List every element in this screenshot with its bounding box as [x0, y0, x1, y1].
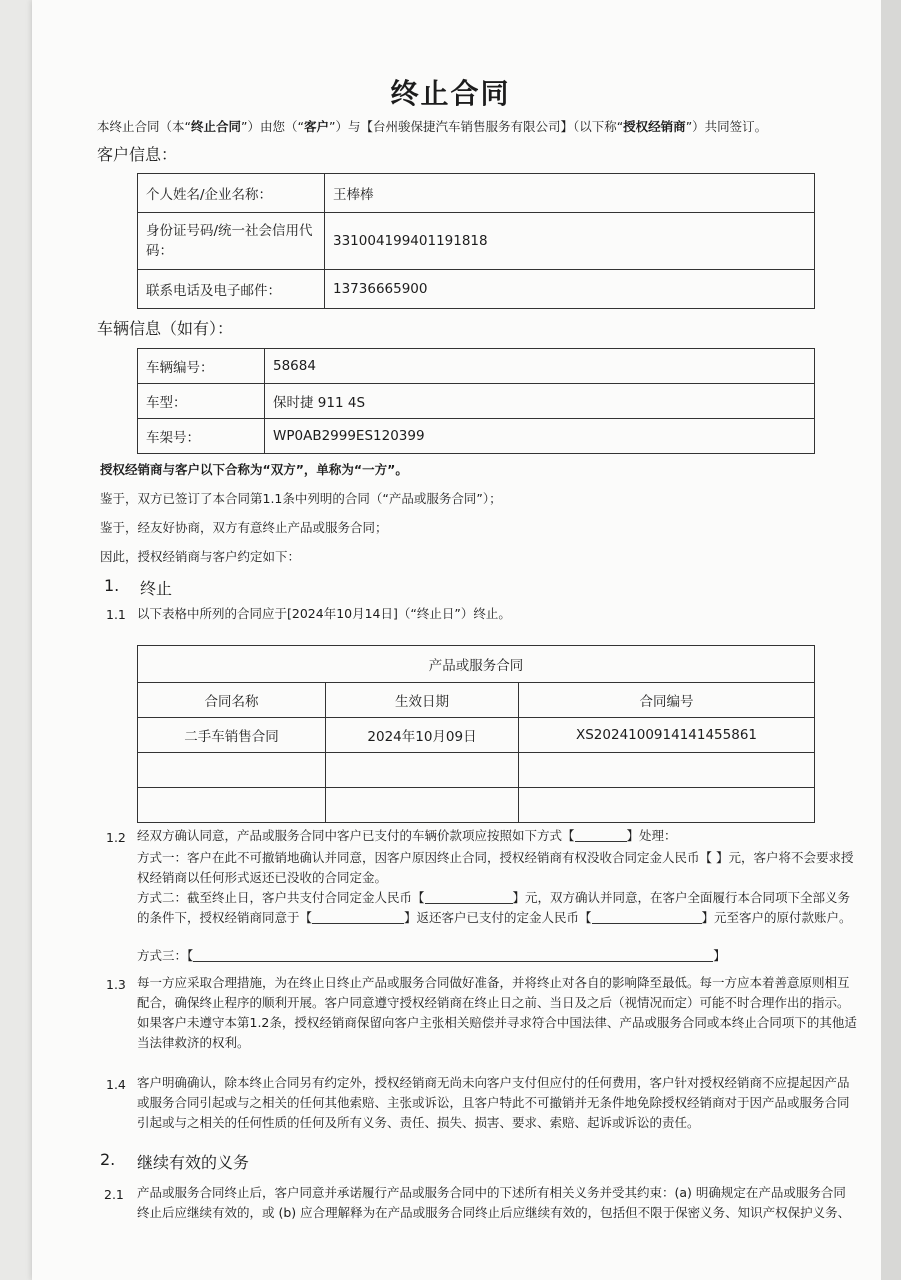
section-1-title: 终止 [140, 579, 173, 598]
intro-text-2: ”）由您（“ [241, 119, 304, 134]
table-row [138, 718, 815, 753]
table-cell [326, 788, 519, 823]
option-2-text-c: 】返还客户已支付的定金人民币【 [404, 910, 592, 925]
recital-1: 授权经销商与客户以下合称为“双方”，单称为“一方”。 [100, 462, 408, 477]
method-blank[interactable] [575, 828, 627, 842]
clause-1-2-lead [137, 826, 677, 846]
table-cell-value: 58684 [265, 349, 815, 384]
clause-1-3-text: 每一方应采取合理措施，为在终止日终止产品或服务合同做好准备，并将终止对各自的影响降至最低。每一方应本着善意原则相互配合，确保终止程序的顺利开展。客户同意遵守授权经销商在终止日之前、当日及之后（视情况而定）可能不时合理作出的指示。如果客户未遵守本第1.2条，授权经销商保留向客户主张相关赔偿并寻求符合中国法律、产品或服务合同或本终止合同项下的其他适当法律救济的权利。 [137, 975, 857, 1050]
option-2-text-d: 】元至客户的原付款账户。 [701, 910, 852, 925]
option-2 [137, 888, 857, 928]
intro-bold-2: 客户 [303, 119, 329, 134]
table-header-cell: 合同编号 [519, 683, 815, 718]
clause-2-1-number: 2.1 [104, 1187, 124, 1202]
clause-1-1-number: 1.1 [106, 607, 126, 622]
option-1: 方式一：客户在此不可撤销地确认并同意，因客户原因终止合同，授权经销商有权没收合同定金人民币【 】元，客户将不会要求授权经销商以任何形式返还已没收的合同定金。 [137, 850, 854, 885]
table-cell-value: WP0AB2999ES120399 [265, 419, 815, 454]
intro-paragraph [97, 117, 877, 135]
clause-1-2-tail-text: 】处理： [626, 828, 677, 843]
clause-1-1-text: 以下表格中所列的合同应于[2024年10月14日]（“终止日”）终止。 [137, 606, 511, 621]
customer-info-heading: 客户信息： [97, 145, 178, 164]
recital-2: 鉴于，双方已签订了本合同第1.1条中列明的合同（“产品或服务合同”）； [100, 491, 502, 506]
table-row [138, 419, 815, 454]
section-2-number: 2. [100, 1150, 116, 1169]
table-cell [519, 788, 815, 823]
table-cell-label: 个人姓名/企业名称： [138, 174, 325, 213]
table-row [138, 788, 815, 823]
clause-1-2-number: 1.2 [106, 830, 126, 845]
table-row [138, 213, 815, 270]
clause-1-4-text: 客户明确确认，除本终止合同另有约定外，授权经销商无尚未向客户支付但应付的任何费用，客户针对授权经销商不应提起因产品或服务合同引起或与之相关的任何其他索赔、主张或诉讼，且客户特此不可撤销并无条件地免除授权经销商对于因产品或服务合同引起或与之相关的任何性质的任何及所有义务、责任、损失、损害、要求、索赔、起诉或诉讼的责任。 [137, 1075, 850, 1130]
vehicle-info-heading: 车辆信息（如有）： [97, 319, 234, 338]
intro-text-3: ”）与【台州骏保捷汽车销售服务有限公司】（以下称“ [328, 119, 624, 134]
clause-1-3-number: 1.3 [106, 977, 126, 992]
table-cell-value: 王棒棒 [325, 174, 815, 213]
table-row [138, 384, 815, 419]
table-cell [326, 753, 519, 788]
table-cell-label: 身份证号码/统一社会信用代码： [138, 213, 325, 270]
table-caption-row [138, 646, 815, 683]
table-cell: 二手车销售合同 [138, 718, 326, 753]
refund-date-blank[interactable] [312, 910, 404, 924]
intro-bold-1: 终止合同 [190, 119, 241, 134]
clause-1-2-lead-text: 经双方确认同意，产品或服务合同中客户已支付的车辆价款项应按照如下方式【 [137, 828, 575, 843]
table-cell: 2024年10月09日 [326, 718, 519, 753]
refund-amount-blank[interactable] [592, 910, 702, 924]
table-row [138, 349, 815, 384]
table-header-cell: 合同名称 [138, 683, 326, 718]
intro-text-1: 本终止合同（本“ [97, 119, 191, 134]
table-cell-value: 331004199401191818 [325, 213, 815, 270]
table-cell-value: 保时捷 911 4S [265, 384, 815, 419]
table-cell-label: 车架号： [138, 419, 265, 454]
table-row [138, 753, 815, 788]
section-2-title: 继续有效的义务 [137, 1153, 250, 1172]
table-cell-label: 联系电话及电子邮件： [138, 270, 325, 309]
deposit-amount-blank[interactable] [425, 890, 513, 904]
table-cell-label: 车辆编号： [138, 349, 265, 384]
intro-text-4: ”）共同签订。 [685, 119, 768, 134]
table-cell-value: 13736665900 [325, 270, 815, 309]
page-edge-shadow [881, 0, 901, 1280]
intro-bold-3: 授权经销商 [623, 119, 686, 134]
table-row [138, 174, 815, 213]
document-title: 终止合同 [390, 77, 511, 110]
table-cell [138, 788, 326, 823]
section-1-number: 1. [104, 576, 120, 595]
option-3-text: 方式三：【 [137, 948, 194, 963]
recital-3: 鉴于，经友好协商，双方有意终止产品或服务合同； [100, 520, 388, 535]
recital-4: 因此，授权经销商与客户约定如下： [100, 549, 301, 564]
clause-2-1-text: 产品或服务合同终止后，客户同意并承诺履行产品或服务合同中的下述所有相关义务并受其约束：(a) 明确规定在产品或服务合同终止后应继续有效的，或 (b) 应合理解释为在产品或服务合同终止后应继续有效的，包括但不限于保密义务、知识产权保护义务、 [137, 1185, 851, 1220]
option-2-text-b: 】元，双方确认并同意，在客户全面履行本合同项下全部义务的条件下，授权经销商同意于【 [137, 890, 851, 925]
option-2-text-a: 方式二：截至终止日，客户共支付合同定金人民币【 [137, 890, 425, 905]
table-header-cell: 生效日期 [326, 683, 519, 718]
table-row [138, 270, 815, 309]
table-cell [519, 753, 815, 788]
table-cell-label: 车型： [138, 384, 265, 419]
customer-info-table [137, 173, 815, 309]
table-caption: 产品或服务合同 [138, 646, 815, 683]
clause-1-4-number: 1.4 [106, 1077, 126, 1092]
option-3-end: 】 [713, 948, 726, 963]
table-cell [138, 753, 326, 788]
contract-table [137, 645, 815, 823]
table-header-row [138, 683, 815, 718]
table-cell: XS2024100914141455861 [519, 718, 815, 753]
option-3 [137, 946, 726, 966]
option-3-blank[interactable] [193, 948, 713, 962]
vehicle-info-table [137, 348, 815, 454]
